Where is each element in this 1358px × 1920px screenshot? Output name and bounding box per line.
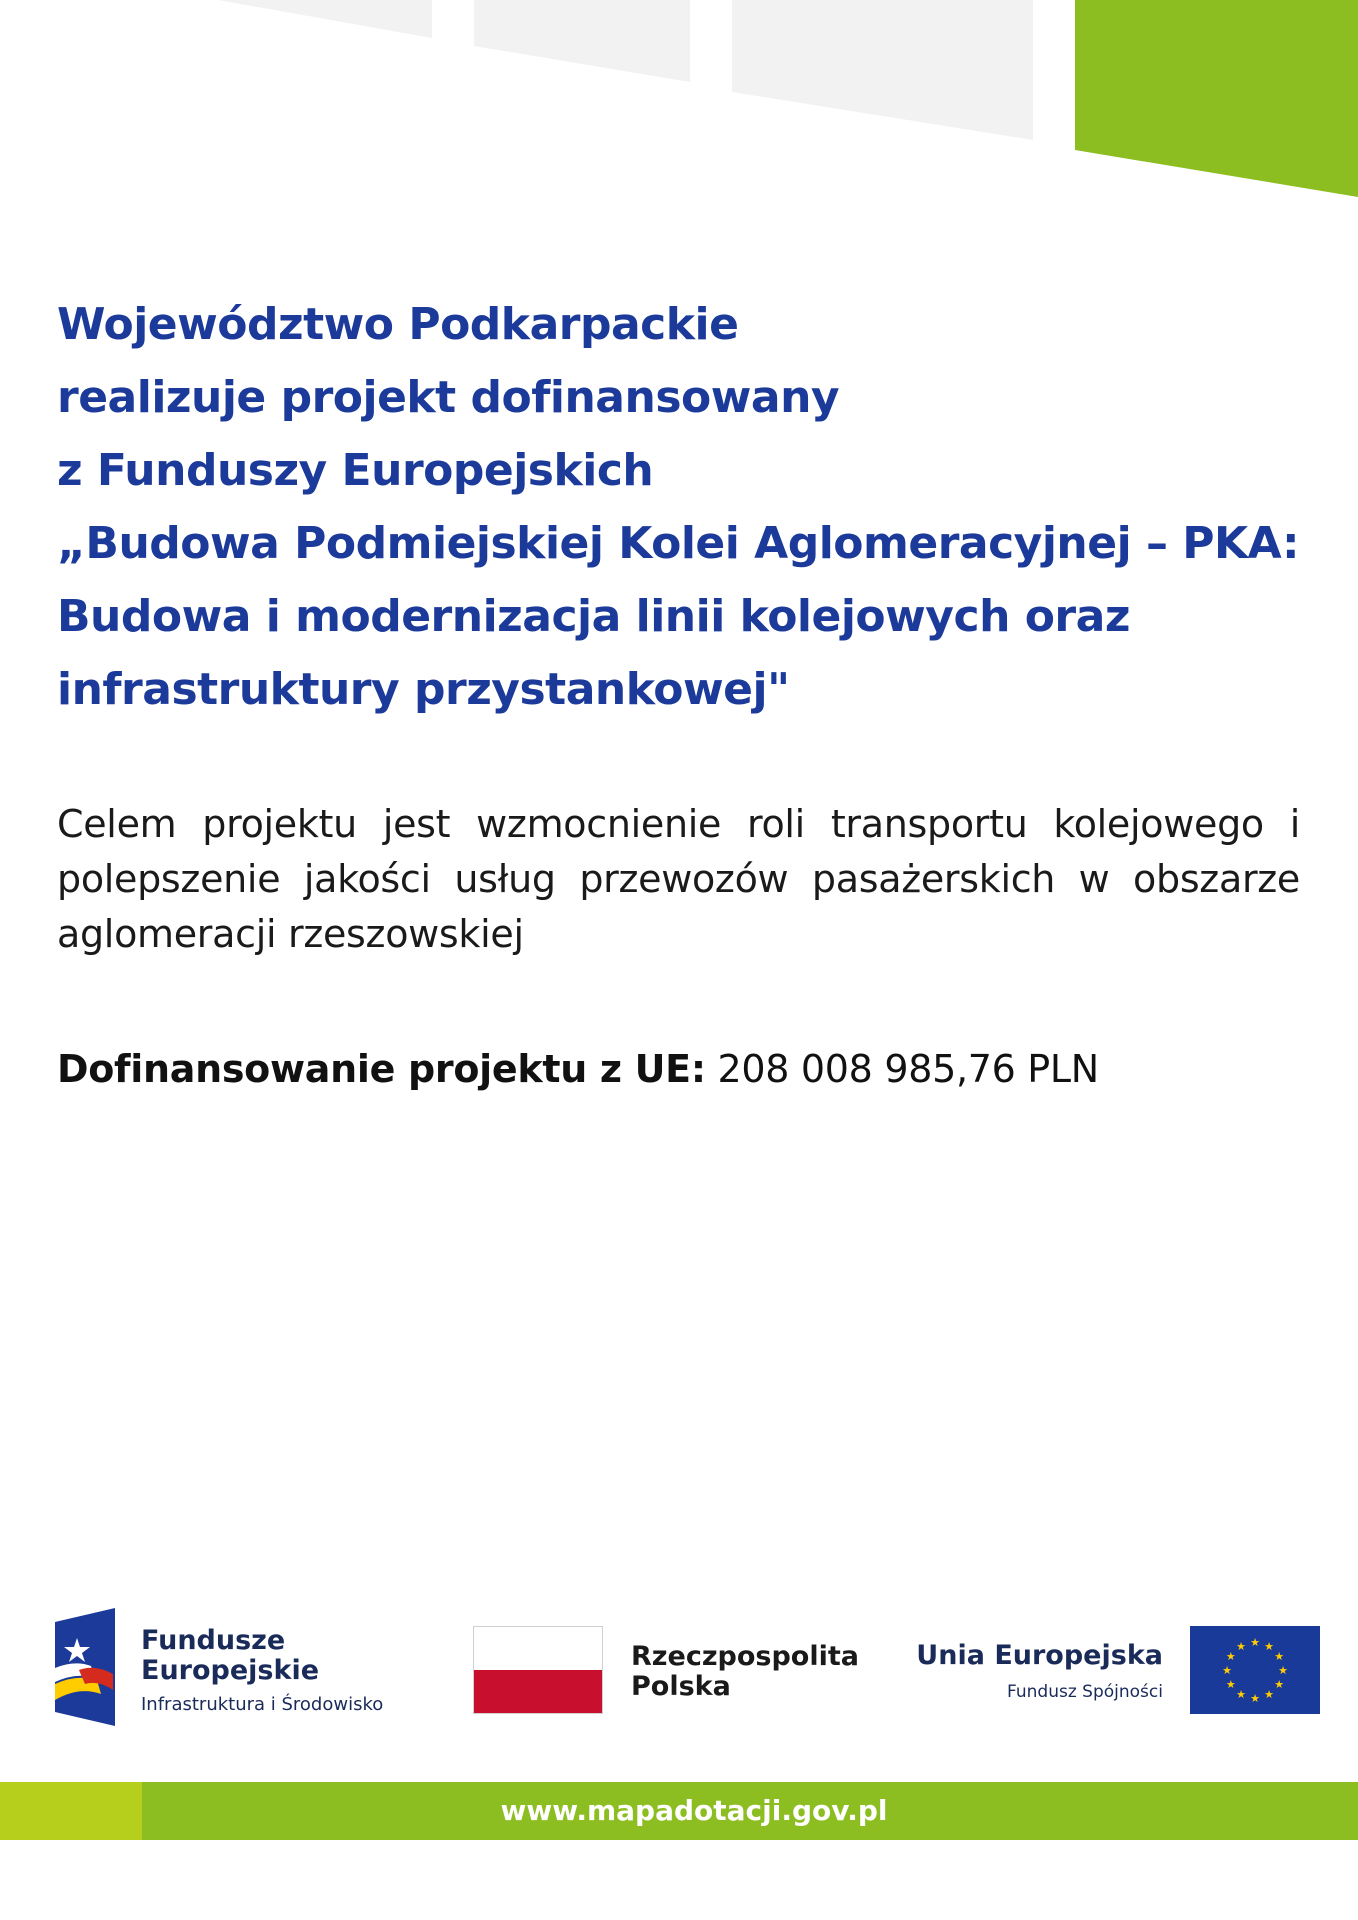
- eu-star-icon: ★: [1225, 1679, 1236, 1691]
- fe-name-line2: Europejskie: [141, 1655, 320, 1686]
- title-line: realizuje projekt dofinansowany: [57, 372, 840, 423]
- title-line: z Funduszy Europejskich: [57, 445, 654, 496]
- fundusze-europejskie-flag-icon: [55, 1608, 117, 1726]
- footer-url-link[interactable]: www.mapadotacji.gov.pl: [500, 1794, 888, 1827]
- eu-star-icon: ★: [1264, 1689, 1274, 1702]
- ue-name: Unia Europejska: [916, 1640, 1163, 1671]
- eu-star-icon: ★: [1236, 1689, 1246, 1702]
- rp-name: [631, 1642, 859, 1702]
- grey-stripe-3: [732, 0, 1033, 140]
- fe-subtitle: Infrastruktura i Środowisko: [141, 1694, 384, 1715]
- eu-star-icon: ★: [1236, 1640, 1246, 1653]
- title-line: „Budowa Podmiejskiej Kolei Aglomeracyjnej – PKA:: [57, 518, 1300, 569]
- eu-star-icon: ★: [1225, 1651, 1236, 1663]
- funding-value: 208 008 985,76 PLN: [717, 1047, 1099, 1091]
- title-line: infrastruktury przystankowej": [57, 664, 790, 715]
- fundusze-europejskie-logo: [55, 1608, 395, 1728]
- eu-star-icon: ★: [1222, 1665, 1232, 1677]
- eu-star-icon: ★: [1250, 1693, 1260, 1705]
- top-decoration: [0, 0, 1358, 210]
- eu-flag-icon: [1190, 1626, 1320, 1714]
- eu-star-icon: ★: [1264, 1640, 1274, 1653]
- unia-europejska-logo: [916, 1626, 1320, 1716]
- ue-subtitle: Fundusz Spójności: [1007, 1682, 1163, 1702]
- rp-name-line2: Polska: [631, 1671, 731, 1702]
- eu-star-icon: ★: [1274, 1679, 1285, 1691]
- title-line: Budowa i modernizacja linii kolejowych oraz: [57, 591, 1130, 642]
- eu-star-icon: ★: [1274, 1651, 1285, 1663]
- polish-flag-icon: [473, 1626, 603, 1714]
- fe-name-line1: Fundusze: [141, 1625, 286, 1656]
- footer-bar: [0, 1782, 1358, 1840]
- title-line: Województwo Podkarpackie: [57, 299, 739, 350]
- rzeczpospolita-polska-logo: [473, 1626, 873, 1716]
- project-description: Celem projektu jest wzmocnienie roli transportu kolejowego i polepszenie jakości usług przewozów pasażerskich w obszarze aglomeracji rzeszowskiej: [57, 802, 1300, 956]
- project-title: [57, 288, 1307, 726]
- grey-stripe-2: [474, 0, 690, 82]
- funding-line: [57, 1042, 1300, 1097]
- fe-name: [141, 1626, 319, 1686]
- funding-label: Dofinansowanie projektu z UE:: [57, 1047, 706, 1091]
- rp-name-line1: Rzeczpospolita: [631, 1641, 859, 1672]
- eu-star-icon: ★: [1250, 1637, 1260, 1649]
- eu-stars: [1190, 1626, 1320, 1714]
- grey-stripe-1: [218, 0, 432, 38]
- green-stripe: [1075, 0, 1358, 197]
- eu-star-icon: ★: [1278, 1665, 1288, 1677]
